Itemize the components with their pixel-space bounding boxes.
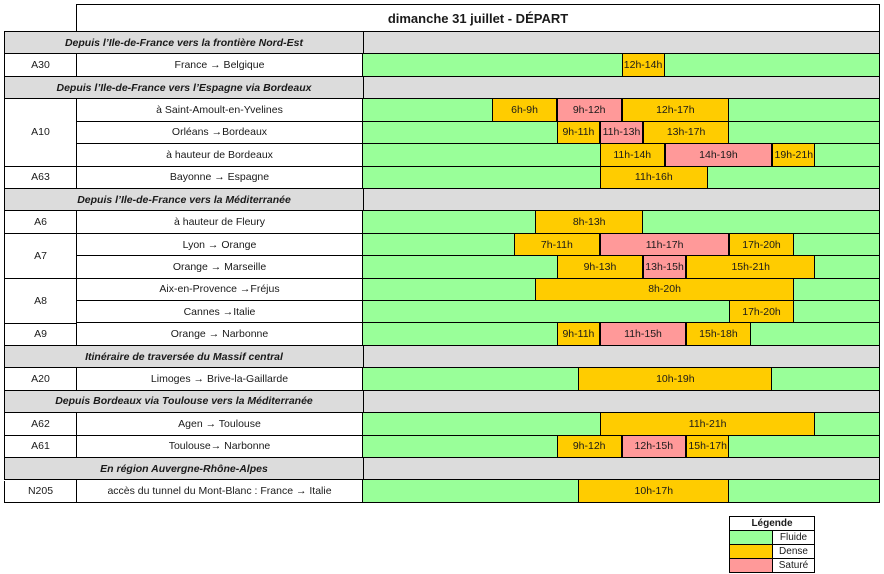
section-row: [4, 346, 880, 368]
route-row: [4, 279, 880, 301]
route-label: Aix-en-Provence →Fréjus: [76, 279, 363, 300]
section-title: Depuis l’Ile-de-France vers la frontière Nord-Est: [5, 32, 364, 53]
road-id: A62: [4, 413, 76, 435]
legend-swatch-fluide: [730, 531, 773, 545]
traffic-segment-dense: 8h-20h: [535, 279, 794, 300]
traffic-segment-sature: 14h-19h: [665, 144, 773, 165]
traffic-segment-dense: 12h-14h: [622, 54, 665, 75]
traffic-segment-dense: 15h-18h: [686, 323, 751, 344]
traffic-segment-sature: 11h-17h: [600, 234, 729, 255]
legend-swatch-sature: [730, 559, 773, 573]
route-row: [4, 323, 880, 345]
route-row: [4, 211, 880, 233]
timeline-bar: [363, 122, 880, 143]
road-id: A7: [4, 234, 76, 279]
route-label: France → Belgique: [76, 54, 363, 75]
legend-item-dense: [730, 545, 815, 559]
legend-label: Dense: [773, 545, 815, 559]
timeline-bar: [363, 413, 880, 434]
traffic-segment-dense: 9h-11h: [557, 122, 600, 143]
road-id: N205: [4, 481, 76, 503]
traffic-segment-dense: 6h-9h: [492, 99, 557, 120]
traffic-segment-dense: 8h-13h: [535, 211, 643, 232]
traffic-segment-sature: 9h-12h: [557, 99, 622, 120]
timeline-bar: [363, 480, 880, 501]
route-label: à hauteur de Bordeaux: [76, 144, 363, 165]
route-label: Agen → Toulouse: [76, 413, 363, 434]
traffic-segment-dense: 10h-17h: [578, 480, 729, 501]
road-id: A9: [4, 324, 76, 346]
timeline-bar: [363, 54, 880, 75]
traffic-segment-dense: 15h-21h: [686, 256, 815, 277]
road-id: A20: [4, 368, 76, 390]
traffic-segment-dense: 15h-17h: [686, 436, 729, 457]
section-row: [4, 458, 880, 480]
route-label: Bayonne → Espagne: [76, 167, 363, 188]
section-title: Depuis l’Ile-de-France vers l’Espagne via Bordeaux: [5, 77, 364, 98]
route-label: Lyon → Orange: [76, 234, 363, 255]
road-id: A63: [4, 167, 76, 189]
route-row: [4, 144, 880, 166]
traffic-segment-sature: 11h-13h: [600, 122, 643, 143]
legend-item-fluide: [730, 531, 815, 545]
road-id: A6: [4, 211, 76, 233]
section-title: Depuis Bordeaux via Toulouse vers la Méditerranée: [5, 391, 364, 412]
legend-title: Légende: [730, 517, 815, 531]
legend-label: Saturé: [773, 559, 815, 573]
traffic-segment-dense: 17h-20h: [729, 234, 794, 255]
page-title: dimanche 31 juillet - DÉPART: [76, 4, 880, 31]
route-row: [4, 368, 880, 390]
route-label: accès du tunnel du Mont-Blanc : France → Italie: [76, 480, 363, 501]
route-label: Orange → Narbonne: [76, 323, 363, 344]
traffic-segment-dense: 11h-21h: [600, 413, 815, 434]
route-row: [4, 301, 880, 323]
route-row: [4, 413, 880, 435]
legend-swatch-dense: [730, 545, 773, 559]
traffic-segment-dense: 9h-13h: [557, 256, 643, 277]
route-row: [4, 54, 880, 76]
traffic-segment-dense: 10h-19h: [578, 368, 772, 389]
traffic-segment-sature: 12h-15h: [622, 436, 687, 457]
route-row: [4, 256, 880, 278]
section-row: [4, 77, 880, 99]
timeline-bar: [363, 436, 880, 457]
road-id: A8: [4, 279, 76, 324]
traffic-segment-dense: 9h-11h: [557, 323, 600, 344]
traffic-segment-dense: 19h-21h: [772, 144, 815, 165]
route-label: Cannes →Italie: [76, 301, 363, 322]
traffic-segment-dense: 11h-16h: [600, 167, 708, 188]
timeline-bar: [363, 279, 880, 300]
route-row: [4, 234, 880, 256]
road-id: A61: [4, 436, 76, 458]
road-id: A10: [4, 99, 76, 166]
route-row: [4, 436, 880, 458]
legend-label: Fluide: [773, 531, 815, 545]
section-row: [4, 32, 880, 54]
section-row: [4, 189, 880, 211]
timeline-bar: [363, 167, 880, 188]
route-row: [4, 167, 880, 189]
timeline-bar: [363, 234, 880, 255]
section-title: En région Auvergne-Rhône-Alpes: [5, 458, 364, 479]
traffic-segment-dense: 12h-17h: [622, 99, 730, 120]
timeline-bar: [363, 99, 880, 120]
route-label: Toulouse→ Narbonne: [76, 436, 363, 457]
route-row: [4, 480, 880, 502]
route-label: à hauteur de Fleury: [76, 211, 363, 232]
route-label: Limoges → Brive-la-Gaillarde: [76, 368, 363, 389]
timeline-bar: [363, 256, 880, 277]
traffic-segment-sature: 13h-15h: [643, 256, 686, 277]
traffic-segment-dense: 17h-20h: [729, 301, 794, 322]
traffic-segment-dense: 9h-12h: [557, 436, 622, 457]
timeline-bar: [363, 323, 880, 344]
timeline-bar: [363, 144, 880, 165]
legend: [729, 516, 815, 573]
section-title: Itinéraire de traversée du Massif central: [5, 346, 364, 367]
section-title: Depuis l’Ile-de-France vers la Méditerranée: [5, 189, 364, 210]
legend-item-sature: [730, 559, 815, 573]
section-row: [4, 391, 880, 413]
timeline-bar: [363, 368, 880, 389]
route-row: [4, 122, 880, 144]
road-id: A30: [4, 54, 76, 76]
route-row: [4, 99, 880, 121]
route-label: Orange → Marseille: [76, 256, 363, 277]
route-label: à Saint-Amoult-en-Yvelines: [76, 99, 363, 120]
timeline-bar: [363, 211, 880, 232]
route-label: Orléans →Bordeaux: [76, 122, 363, 143]
traffic-segment-sature: 11h-15h: [600, 323, 686, 344]
traffic-segment-dense: 11h-14h: [600, 144, 665, 165]
timeline-bar: [363, 301, 880, 322]
traffic-segment-dense: 7h-11h: [514, 234, 600, 255]
traffic-forecast-table: [4, 31, 880, 503]
traffic-segment-dense: 13h-17h: [643, 122, 729, 143]
